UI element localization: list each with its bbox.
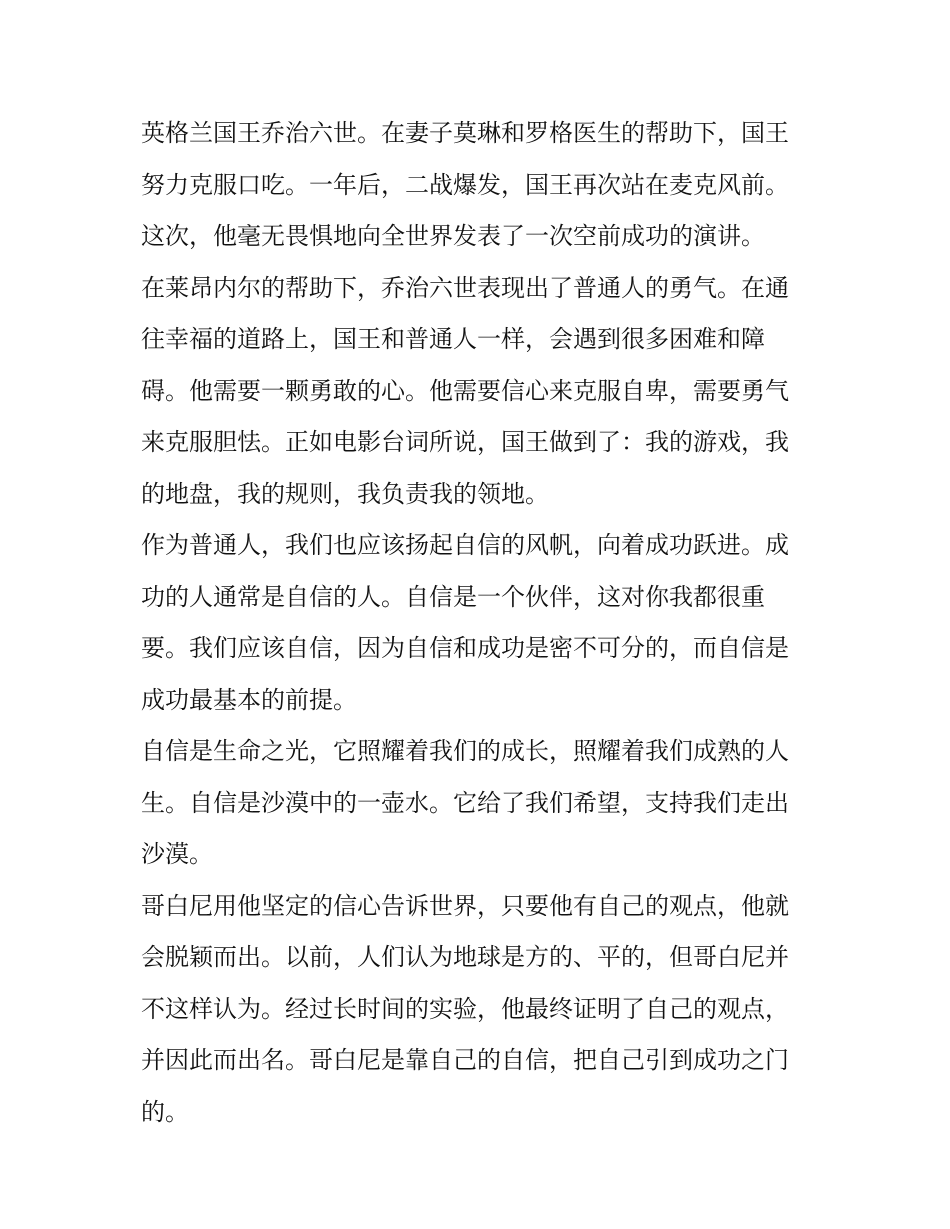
text-line: 碍。他需要一颗勇敢的心。他需要信心来克服自卑，需要勇气 <box>141 376 789 405</box>
text-line: 生。自信是沙漠中的一壶水。它给了我们希望，支持我们走出 <box>141 788 789 817</box>
text-line: 要。我们应该自信，因为自信和成功是密不可分的，而自信是 <box>141 634 789 662</box>
text-line: 会脱颖而出。以前，人们认为地球是方的、平的，但哥白尼并 <box>141 943 789 971</box>
paragraph-5 <box>141 881 817 1139</box>
text-line: 的。 <box>141 1097 189 1126</box>
paragraph-1 <box>141 108 817 263</box>
text-line: 的地盘，我的规则，我负责我的领地。 <box>141 479 549 508</box>
text-line: 功的人通常是自信的人。自信是一个伙伴，这对你我都很重 <box>141 582 765 611</box>
text-line: 成功最基本的前提。 <box>141 685 357 714</box>
text-line: 英格兰国王乔治六世。在妻子莫琳和罗格医生的帮助下，国王 <box>141 119 789 147</box>
paragraph-2 <box>141 263 817 521</box>
text-line: 这次，他毫无畏惧地向全世界发表了一次空前成功的演讲。 <box>141 222 765 250</box>
text-line: 并因此而出名。哥白尼是靠自己的自信，把自己引到成功之门 <box>141 1046 789 1074</box>
text-line: 来克服胆怯。正如电影台词所说，国王做到了：我的游戏，我 <box>141 428 789 456</box>
text-line: 自信是生命之光，它照耀着我们的成长，照耀着我们成熟的人 <box>141 737 789 765</box>
text-line: 哥白尼用他坚定的信心告诉世界，只要他有自己的观点，他就 <box>141 891 789 920</box>
paragraph-4 <box>141 726 817 881</box>
text-line: 作为普通人，我们也应该扬起自信的风帆，向着成功跃进。成 <box>141 531 789 559</box>
text-line: 沙漠。 <box>141 840 213 868</box>
document-body <box>141 108 817 1138</box>
text-line: 努力克服口吃。一年后，二战爆发，国王再次站在麦克风前。 <box>141 170 789 199</box>
paragraph-3 <box>141 520 817 726</box>
text-line: 在莱昂内尔的帮助下，乔治六世表现出了普通人的勇气。在通 <box>141 273 789 302</box>
text-line: 不这样认为。经过长时间的实验，他最终证明了自己的观点， <box>141 994 789 1023</box>
text-line: 往幸福的道路上，国王和普通人一样，会遇到很多困难和障 <box>141 325 765 353</box>
